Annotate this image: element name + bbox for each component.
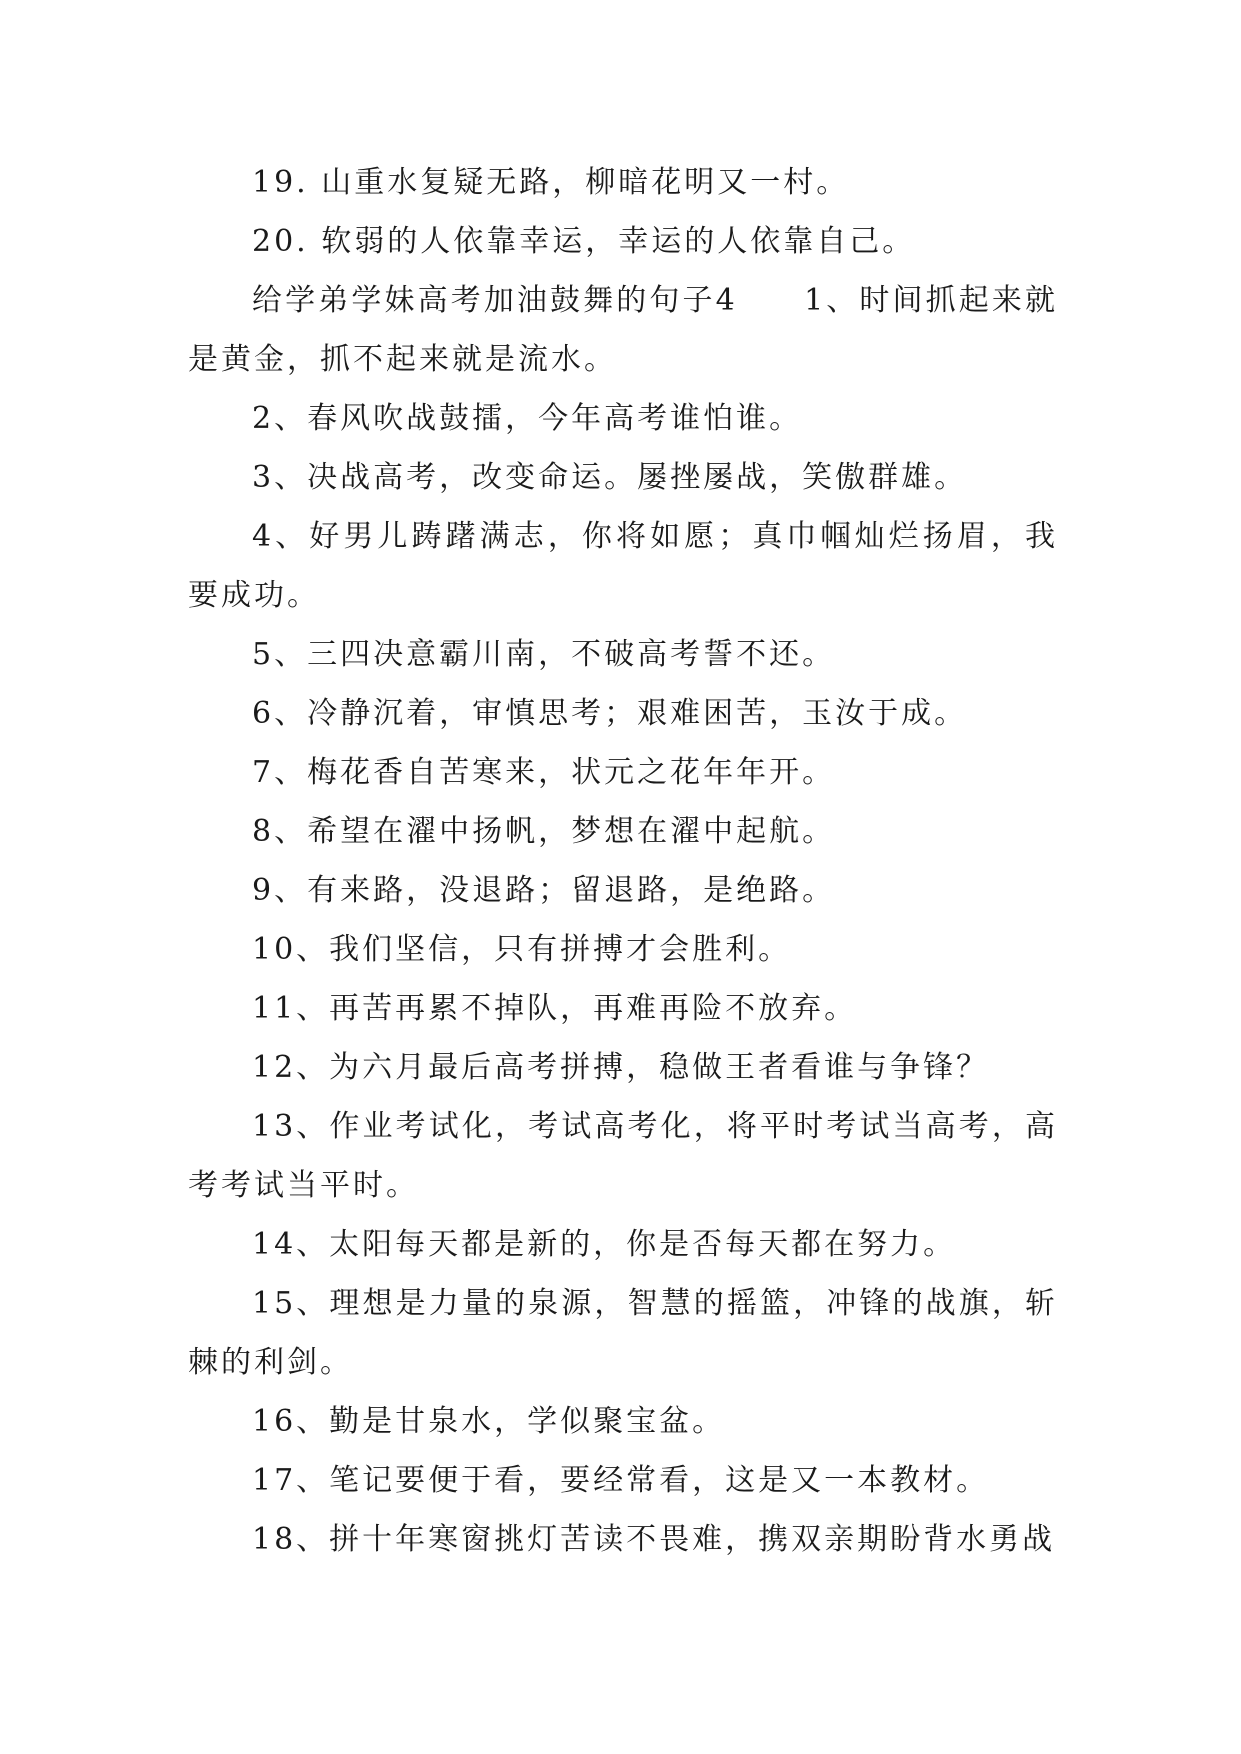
paragraph-17: 17、笔记要便于看，要经常看，这是又一本教材。 [252, 1463, 990, 1498]
section-heading-paragraph: 给学弟学妹高考加油鼓舞的句子4 1、时间抓起来就是黄金，抓不起来就是流水。 [188, 283, 1058, 377]
paragraph-16: 16、勤是甘泉水，学似聚宝盆。 [252, 1404, 726, 1439]
paragraph-18: 18、拼十年寒窗挑灯苦读不畏难，携双亲期盼背水勇战 [252, 1522, 1056, 1557]
paragraph-13: 13、作业考试化，考试高考化，将平时考试当高考，高考考试当平时。 [188, 1109, 1058, 1203]
paragraph-3: 3、决战高考，改变命运。屡挫屡战，笑傲群雄。 [252, 460, 968, 495]
paragraph-9: 9、有来路，没退路；留退路，是绝路。 [252, 873, 836, 908]
paragraph-7: 7、梅花香自苦寒来，状元之花年年开。 [252, 755, 836, 790]
document-body [188, 153, 1058, 1569]
paragraph-20: 20. 软弱的人依靠幸运，幸运的人依靠自己。 [252, 224, 916, 259]
paragraph-15: 15、理想是力量的泉源，智慧的摇篮，冲锋的战旗，斩棘的利剑。 [188, 1286, 1058, 1380]
paragraph-2: 2、春风吹战鼓擂，今年高考谁怕谁。 [252, 401, 803, 436]
paragraph-11: 11、再苦再累不掉队，再难再险不放弃。 [252, 991, 858, 1026]
paragraph-4: 4、好男儿踌躇满志，你将如愿；真巾帼灿烂扬眉，我要成功。 [188, 519, 1058, 613]
paragraph-5: 5、三四决意霸川南，不破高考誓不还。 [252, 637, 836, 672]
paragraph-12: 12、为六月最后高考拼搏，稳做王者看谁与争锋？ [252, 1050, 990, 1085]
paragraph-6: 6、冷静沉着，审慎思考；艰难困苦，玉汝于成。 [252, 696, 968, 731]
paragraph-10: 10、我们坚信，只有拼搏才会胜利。 [252, 932, 792, 967]
paragraph-19: 19. 山重水复疑无路，柳暗花明又一村。 [252, 165, 850, 200]
paragraph-14: 14、太阳每天都是新的，你是否每天都在努力。 [252, 1227, 957, 1262]
paragraph-8: 8、希望在濯中扬帆，梦想在濯中起航。 [252, 814, 836, 849]
